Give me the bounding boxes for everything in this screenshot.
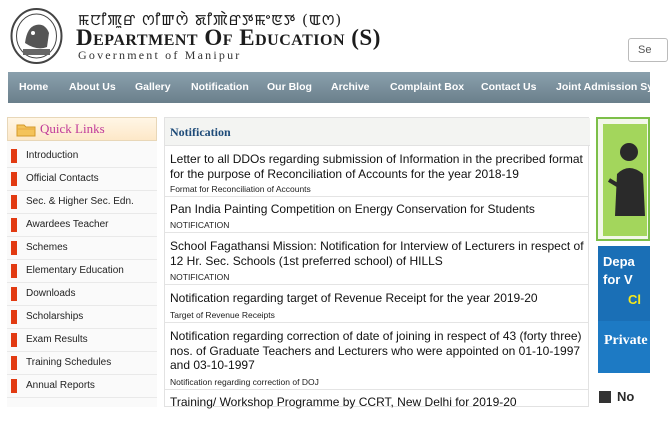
quick-links-title: Quick Links xyxy=(40,121,105,136)
sidebar-item-training-schedules[interactable] xyxy=(7,352,157,375)
campaign-banner-image xyxy=(603,124,647,236)
sidebar-item-elementary-education[interactable] xyxy=(7,260,157,283)
government-subtitle: Government of Manipur xyxy=(78,48,242,62)
site-header xyxy=(0,0,650,70)
right-banner-column xyxy=(596,117,650,407)
notice-icon xyxy=(599,391,611,403)
nav-contact-us[interactable]: Contact Us xyxy=(481,81,537,93)
nav-joint-admission[interactable]: Joint Admission Sys xyxy=(556,81,659,93)
notice-title[interactable]: Notification regarding correction of date of joining in respect of 43 (forty three) nos. of Graduate Teachers and Lecturers who were appointed on 01-10-1997 and 03-10-1997 xyxy=(170,329,582,372)
sidebar-item-introduction[interactable] xyxy=(7,145,157,168)
nav-complaint-box[interactable]: Complaint Box xyxy=(390,81,465,93)
notice-subtitle: NOTIFICATION xyxy=(170,272,230,282)
notice-title[interactable]: Notification regarding target of Revenue Receipt for the year 2019-20 xyxy=(170,291,538,305)
sidebar-item-label: Elementary Education xyxy=(26,265,124,276)
notice-item[interactable] xyxy=(165,149,588,197)
nav-our-blog[interactable]: Our Blog xyxy=(267,81,312,93)
sidebar-item-official-contacts[interactable] xyxy=(7,168,157,191)
nav-about-us[interactable]: About Us xyxy=(69,81,116,93)
sidebar-item-label: Sec. & Higher Sec. Edn. xyxy=(26,196,134,207)
search-input[interactable]: Se xyxy=(628,38,668,62)
nav-notification[interactable]: Notification xyxy=(191,81,249,93)
department-banner[interactable] xyxy=(598,246,650,326)
notice-item[interactable] xyxy=(165,326,588,390)
bullet-marker xyxy=(11,172,17,186)
bullet-marker xyxy=(11,241,17,255)
sidebar-item-label: Introduction xyxy=(26,150,79,161)
sidebar-item-awardees-teacher[interactable] xyxy=(7,214,157,237)
bullet-marker xyxy=(11,149,17,163)
sidebar-item-downloads[interactable] xyxy=(7,283,157,306)
department-title[interactable]: Department Of Education (S) xyxy=(76,25,381,50)
bullet-marker xyxy=(11,264,17,278)
campaign-banner[interactable] xyxy=(596,117,650,241)
sidebar-item-label: Training Schedules xyxy=(26,357,112,368)
notice-subtitle: Notification regarding correction of DOJ xyxy=(170,377,319,387)
manipuri-script-title: ꯃꯅꯤꯄꯨꯔ ꯁꯤꯛꯁꯥ ꯗꯤꯄꯥꯔꯇꯃꯦꯟꯇ (ꯑꯁ) xyxy=(78,11,343,29)
campaign-illustration-icon xyxy=(603,124,647,236)
notice-item[interactable] xyxy=(165,236,588,285)
state-emblem-icon[interactable] xyxy=(9,7,64,65)
bullet-marker xyxy=(11,287,17,301)
quick-links-sidebar xyxy=(7,117,157,407)
bullet-marker xyxy=(11,218,17,232)
sidebar-item-scholarships[interactable] xyxy=(7,306,157,329)
notice-subtitle: Format for Reconciliation of Accounts xyxy=(170,184,311,194)
department-banner-line3: Cl xyxy=(628,292,641,307)
notice-subtitle: Target of Revenue Receipts xyxy=(170,310,275,320)
notice-item[interactable] xyxy=(165,199,588,233)
quick-links-icon xyxy=(15,122,37,138)
sidebar-item-label: Scholarships xyxy=(26,311,84,322)
nav-gallery[interactable]: Gallery xyxy=(135,81,171,93)
notice-link-text: No xyxy=(617,389,635,404)
notification-panel-header xyxy=(165,118,590,146)
notice-title[interactable]: School Fagathansi Mission: Notification for Interview of Lecturers in respect of 12 Hr. Sec. Schools (1st preferred school) of HILLS xyxy=(170,239,584,268)
nav-home[interactable]: Home xyxy=(19,81,49,93)
department-banner-line1: Depa xyxy=(603,254,635,269)
notice-subtitle: NOTIFICATION xyxy=(170,220,230,230)
private-banner-text: Private xyxy=(604,333,648,348)
bullet-marker xyxy=(11,195,17,209)
bullet-marker xyxy=(11,310,17,324)
sidebar-item-label: Exam Results xyxy=(26,334,88,345)
bullet-marker xyxy=(11,356,17,370)
notification-panel-title: Notification xyxy=(170,125,231,139)
sidebar-item-schemes[interactable] xyxy=(7,237,157,260)
sidebar-item-label: Downloads xyxy=(26,288,76,299)
sidebar-item-label: Official Contacts xyxy=(26,173,99,184)
sidebar-item-label: Annual Reports xyxy=(26,380,95,391)
sidebar-item-annual-reports[interactable] xyxy=(7,375,157,398)
notice-title[interactable]: Pan India Painting Competition on Energy Conservation for Students xyxy=(170,202,535,216)
sidebar-item-label: Awardees Teacher xyxy=(26,219,109,230)
quick-links-header xyxy=(7,117,157,141)
private-banner[interactable] xyxy=(598,321,650,373)
notice-title[interactable]: Letter to all DDOs regarding submission of Information in the precribed format for the purpose of Reconciliation of Accounts for the year 2018-19 xyxy=(170,152,583,181)
sidebar-item-sec-higher-sec[interactable] xyxy=(7,191,157,214)
sidebar-item-label: Schemes xyxy=(26,242,68,253)
sidebar-item-exam-results[interactable] xyxy=(7,329,157,352)
notice-title[interactable]: Training/ Workshop Programme by CCRT, New Delhi for 2019-20 xyxy=(170,395,517,409)
notice-item[interactable] xyxy=(165,392,588,422)
nav-archive[interactable]: Archive xyxy=(331,81,370,93)
notification-panel xyxy=(164,117,589,407)
department-banner-line2: for V xyxy=(603,272,633,287)
bullet-marker xyxy=(11,379,17,393)
notice-item[interactable] xyxy=(165,288,588,323)
bullet-marker xyxy=(11,333,17,347)
notice-link[interactable] xyxy=(596,379,650,409)
main-navigation xyxy=(8,72,659,103)
